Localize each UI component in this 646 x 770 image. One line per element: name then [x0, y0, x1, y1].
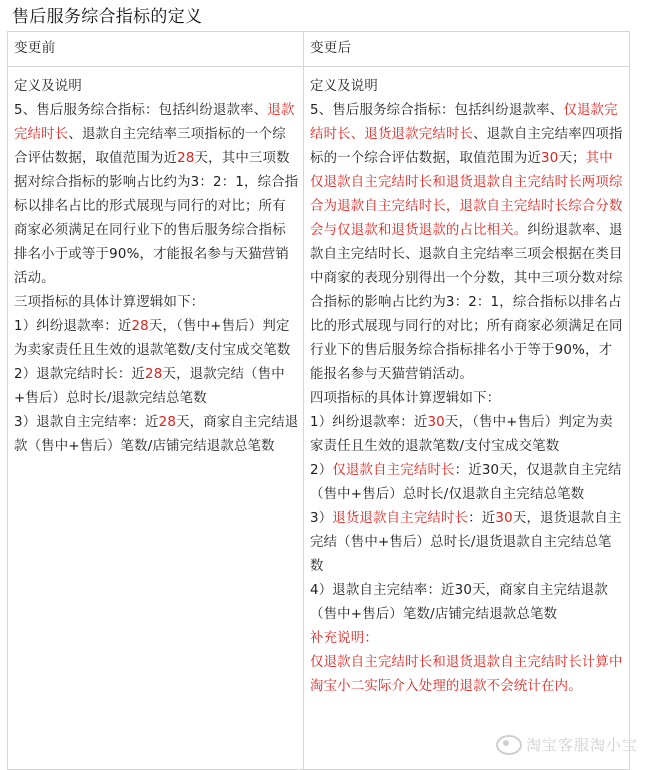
- watermark-text: 淘宝客服淘小宝: [525, 736, 638, 754]
- after-heading: 定义及说明: [310, 79, 378, 94]
- after-logic-1: 1）纠纷退款率：近30天，（售中+售后）判定为卖家责任且生效的退款笔数/支付宝成交笔数: [310, 415, 613, 454]
- before-item5: 5、售后服务综合指标：包括纠纷退款率、退款完结时长、退款自主完结率三项指标的一个综合评估数据，取值范围为近28天，其中三项数据对综合指标的影响占比约为3：2：1，综合指标以排名占比的形式展现与同行的对比；所有商家必须满足在同行业下的售后服务综合指标排名小于或等于90%，才能报名参与天猫营销活动。: [14, 103, 299, 286]
- watermark: [496, 734, 638, 755]
- after-highlight-note: 其中仅退款自主完结时长和退货退款自主完结时长两项综合为退款自主完结时长，退款自主完结时长综合分数会与仅退款和退货退款的占比相关。: [310, 151, 623, 238]
- before-heading: 定义及说明: [14, 79, 82, 94]
- cell-before: [8, 67, 304, 770]
- after-highlight-times: 仅退款完结时长、退货退款完结时长: [310, 103, 618, 142]
- table-header-row: [8, 32, 630, 67]
- after-item5: 5、售后服务综合指标：包括纠纷退款率、仅退款完结时长、退货退款完结时长、退款自主完结率四项指标的一个综合评估数据，取值范围为近30天；其中仅退款自主完结时长和退货退款自主完结时长两项综合为退款自主完结时长，退款自主完结时长综合分数会与仅退款和退货退款的占比相关。纠纷退款率、退款自主完结时长、退款自主完结率三项会根据在类目中商家的表现分别得出一个分数，其中三项分数对综合指标的影响占比约为3：2：1，综合指标以排名占比的形式展现与同行的对比；所有商家必须满足在同行业下的售后服务综合指标排名小于等于90%，才能报名参与天猫营销活动。: [310, 103, 623, 382]
- table-body-row: [8, 67, 630, 770]
- before-highlight-refund-time: 退款完结时长: [14, 103, 295, 142]
- after-logic-4: 4）退款自主完结率：近30天，商家自主完结退款（售中+售后）笔数/店铺完结退款总笔数: [310, 583, 608, 622]
- before-logic-1: 1）纠纷退款率：近28天，（售中+售后）判定为卖家责任且生效的退款笔数/支付宝成交笔数: [14, 319, 291, 358]
- after-logic-3: 3）退货退款自主完结时长：近30天，退货退款自主完结（售中+售后）总时长/退货退款自主完结总笔数: [310, 511, 622, 574]
- cell-after: [304, 67, 630, 770]
- before-logic-2: 2）退款完结时长：近28天，退款完结（售中+售后）总时长/退款完结总笔数: [14, 367, 285, 406]
- header-before: 变更前: [8, 32, 304, 67]
- comparison-table: [7, 31, 630, 770]
- weibo-icon: [496, 735, 522, 755]
- before-logic-title: 三项指标的具体计算逻辑如下：: [14, 295, 205, 310]
- after-logic-title: 四项指标的具体计算逻辑如下：: [310, 391, 501, 406]
- before-logic-3: 3）退款自主完结率：近28天，商家自主完结退款（售中+售后）笔数/店铺完结退款总笔数: [14, 415, 299, 454]
- supplement-body: 仅退款自主完结时长和退货退款自主完结时长计算中淘宝小二实际介入处理的退款不会统计在内。: [310, 655, 623, 694]
- page-title: 售后服务综合指标的定义: [12, 7, 203, 27]
- after-logic-2: 2）仅退款自主完结时长：近30天，仅退款自主完结（售中+售后）总时长/仅退款自主完结总笔数: [310, 463, 622, 502]
- header-after: 变更后: [304, 32, 630, 67]
- supplement-title: 补充说明：: [310, 631, 378, 646]
